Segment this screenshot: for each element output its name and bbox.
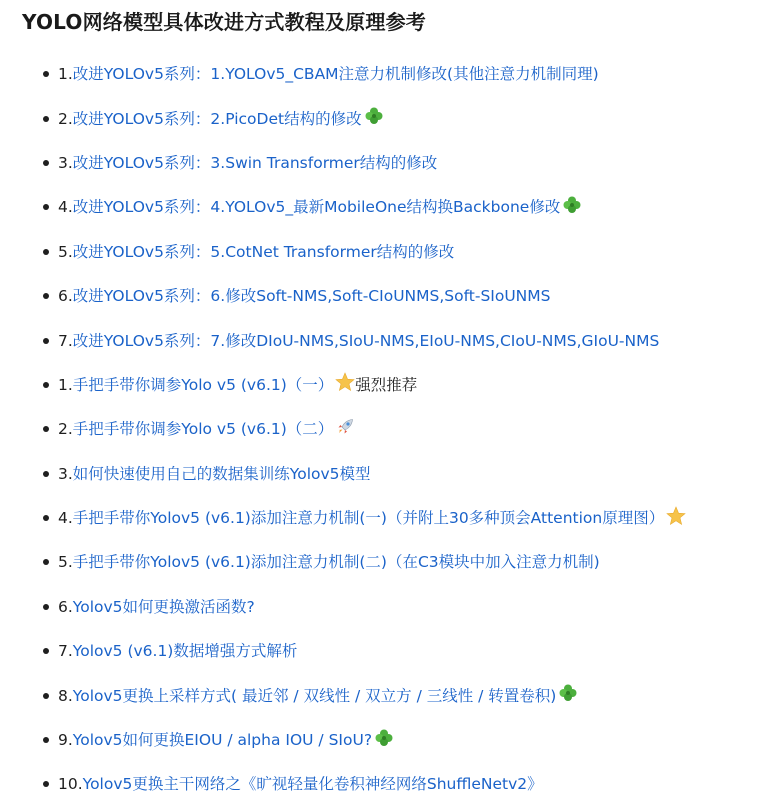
list-item	[43, 185, 761, 229]
list-item	[43, 141, 761, 185]
list-item	[43, 52, 761, 96]
bullet-dot	[43, 426, 49, 432]
item-number: 4.	[58, 198, 73, 217]
list-item-body	[58, 464, 371, 484]
list-item-body	[58, 242, 454, 262]
list-item-body	[58, 372, 417, 397]
bullet-dot	[43, 471, 49, 477]
bullet-dot	[43, 338, 49, 344]
list-item-body	[58, 552, 600, 572]
list-item-body	[58, 774, 543, 794]
list-item-body	[58, 506, 686, 531]
clover-icon	[364, 106, 384, 131]
list-item-body	[58, 683, 578, 708]
star-icon	[335, 372, 355, 397]
clover-icon	[562, 195, 582, 220]
star-icon	[666, 506, 686, 531]
clover-icon	[558, 683, 578, 708]
item-number: 2.	[58, 109, 73, 128]
list-item-body	[58, 153, 437, 173]
article-link[interactable]: Yolov5更换主干网络之《旷视轻量化卷积神经网络ShuffleNetv2》	[82, 775, 543, 794]
article-link[interactable]: 手把手带你调参Yolo v5 (v6.1)（二）	[72, 420, 334, 439]
article-list	[22, 52, 761, 807]
item-number: 5.	[58, 242, 73, 261]
bullet-dot	[43, 693, 49, 699]
bullet-dot	[43, 71, 49, 77]
item-number: 2.	[58, 420, 73, 439]
bullet-dot	[43, 204, 49, 210]
item-number: 6.	[58, 597, 73, 616]
list-item	[43, 363, 761, 407]
article-link[interactable]: Yolov5如何更换EIOU / alpha IOU / SIoU?	[72, 731, 373, 750]
article-link[interactable]: Yolov5更换上采样方式( 最近邻 / 双线性 / 双立方 / 三线性 / 转置卷积)	[72, 686, 557, 705]
item-number: 7.	[58, 331, 73, 350]
article-link[interactable]: 改进YOLOv5系列：4.YOLOv5_最新MobileOne结构换Backbone修改	[72, 198, 561, 217]
item-number: 7.	[58, 642, 73, 661]
bullet-dot	[43, 781, 49, 787]
item-number: 8.	[58, 686, 73, 705]
item-number: 6.	[58, 287, 73, 306]
bullet-dot	[43, 515, 49, 521]
article-link[interactable]: 手把手带你Yolov5 (v6.1)添加注意力机制(二)（在C3模块中加入注意力机制)	[72, 553, 600, 572]
item-number: 9.	[58, 731, 73, 750]
item-number: 1.	[58, 65, 73, 84]
bullet-dot	[43, 648, 49, 654]
item-number: 3.	[58, 153, 73, 172]
article-link[interactable]: 改进YOLOv5系列：2.PicoDet结构的修改	[72, 109, 362, 128]
article-link[interactable]: 改进YOLOv5系列：6.修改Soft-NMS,Soft-CIoUNMS,Soft-SIoUNMS	[72, 287, 551, 306]
item-number: 5.	[58, 553, 73, 572]
list-item	[43, 452, 761, 496]
bullet-dot	[43, 559, 49, 565]
bullet-dot	[43, 116, 49, 122]
rocket-icon	[335, 417, 355, 442]
list-item	[43, 762, 761, 806]
list-item	[43, 318, 761, 362]
item-number: 1.	[58, 375, 73, 394]
list-item-body	[58, 106, 384, 131]
bullet-dot	[43, 293, 49, 299]
article-link[interactable]: Yolov5如何更换激活函数?	[72, 597, 255, 616]
article-link[interactable]: 手把手带你调参Yolo v5 (v6.1)（一）	[72, 375, 334, 394]
list-item-body	[58, 417, 355, 442]
list-item-body	[58, 728, 394, 753]
list-item	[43, 407, 761, 451]
article-link[interactable]: 改进YOLOv5系列：3.Swin Transformer结构的修改	[72, 153, 438, 172]
list-item-body	[58, 64, 599, 84]
bullet-dot	[43, 604, 49, 610]
list-item-body	[58, 286, 551, 306]
item-number: 4.	[58, 509, 73, 528]
bullet-dot	[43, 249, 49, 255]
list-item-body	[58, 597, 255, 617]
item-number: 10.	[58, 775, 83, 794]
list-item	[43, 96, 761, 140]
list-item	[43, 496, 761, 540]
page-title: YOLO网络模型具体改进方式教程及原理参考	[22, 10, 427, 34]
list-item-body	[58, 195, 582, 220]
article-link[interactable]: 改进YOLOv5系列：1.YOLOv5_CBAM注意力机制修改(其他注意力机制同理)	[72, 65, 599, 84]
list-item	[43, 274, 761, 318]
list-item	[43, 673, 761, 717]
article-link[interactable]: Yolov5 (v6.1)数据增强方式解析	[72, 642, 298, 661]
list-item	[43, 540, 761, 584]
bullet-dot	[43, 382, 49, 388]
list-item	[43, 230, 761, 274]
article-link[interactable]: 改进YOLOv5系列：7.修改DIoU-NMS,SIoU-NMS,EIoU-NMS,CIoU-NMS,GIoU-NMS	[72, 331, 660, 350]
list-item-body	[58, 641, 297, 661]
article-link[interactable]: 改进YOLOv5系列：5.CotNet Transformer结构的修改	[72, 242, 455, 261]
article-link[interactable]: 手把手带你Yolov5 (v6.1)添加注意力机制(一)（并附上30多种顶会Attention原理图）	[72, 509, 665, 528]
list-item	[43, 585, 761, 629]
article-link[interactable]: 如何快速使用自己的数据集训练Yolov5模型	[72, 464, 371, 483]
bullet-dot	[43, 737, 49, 743]
list-item-body	[58, 331, 659, 351]
bullet-dot	[43, 160, 49, 166]
clover-icon	[374, 728, 394, 753]
item-suffix: 强烈推荐	[355, 375, 418, 394]
list-item	[43, 629, 761, 673]
list-item	[43, 718, 761, 762]
item-number: 3.	[58, 464, 73, 483]
